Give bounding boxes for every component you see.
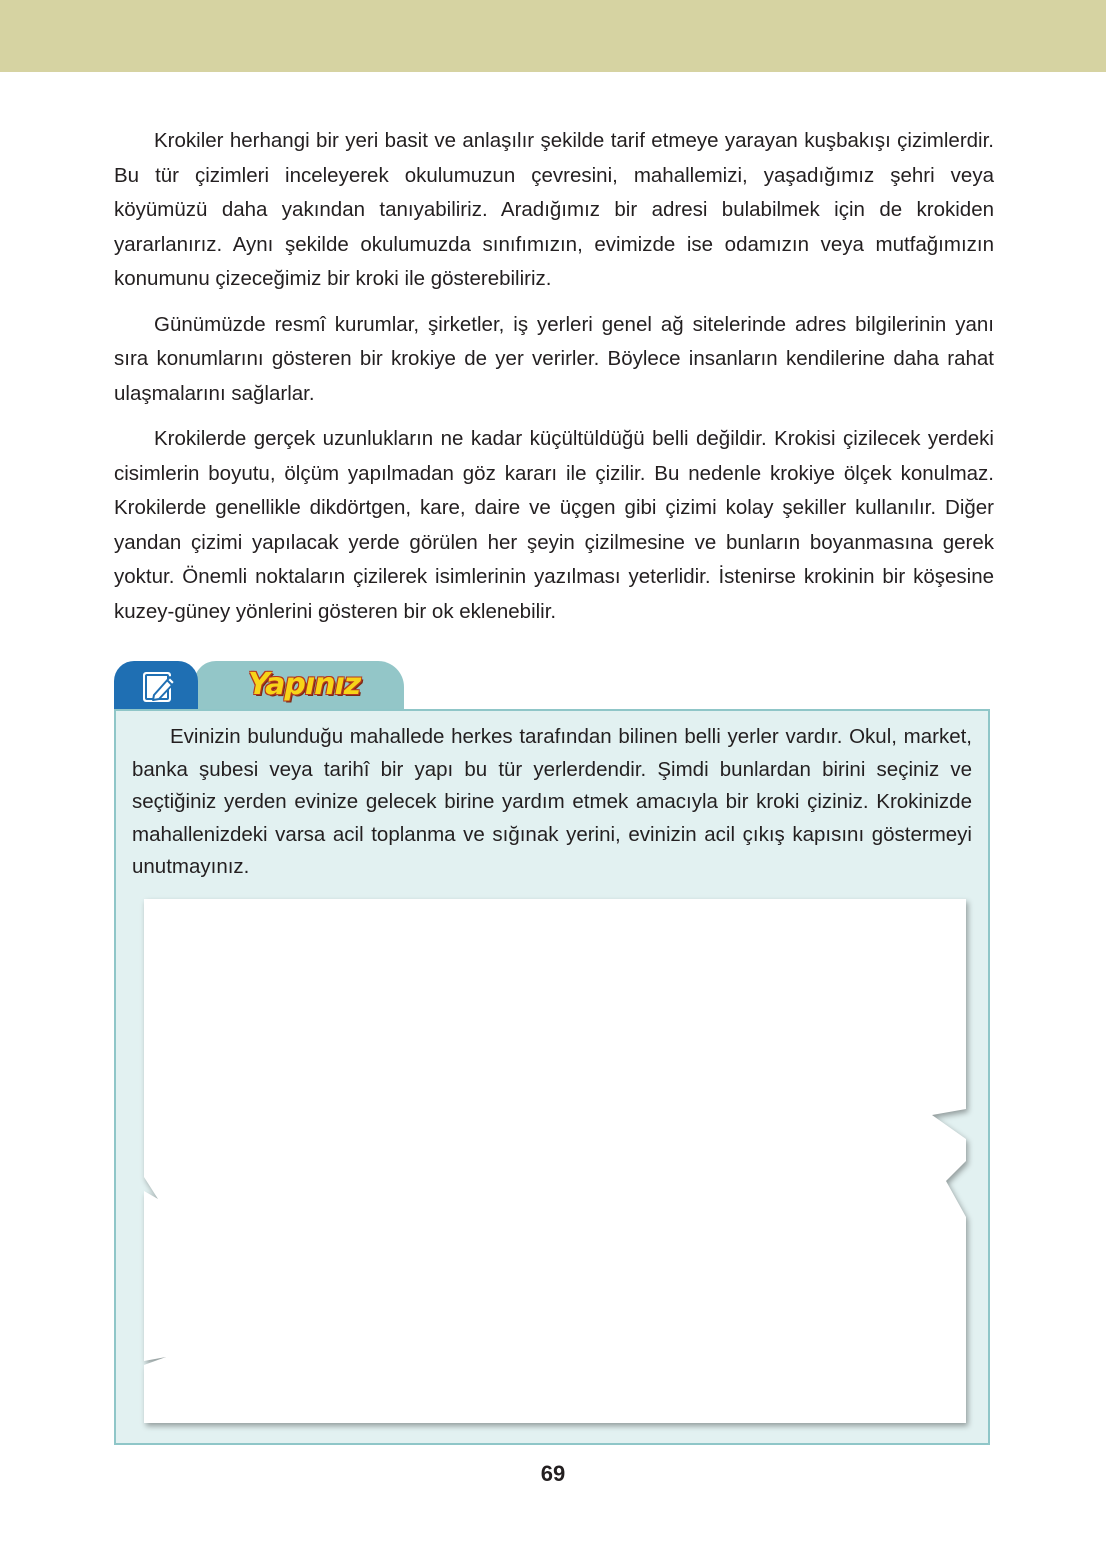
pencil-notebook-icon	[140, 667, 180, 707]
body-text	[114, 124, 994, 640]
activity-icon-tab	[114, 661, 198, 710]
page-number: 69	[540, 1461, 566, 1486]
paragraph-2: Günümüzde resmî kurumlar, şirketler, iş yerleri genel ağ sitelerinde adres bilgilerinin yanı sıra konumlarını gösteren bir krokiye de yer verirler. Böylece insanların kendilerine daha rahat ulaşmalarını sağlarlar.	[114, 312, 994, 405]
drawing-area[interactable]	[144, 899, 966, 1423]
activity-header	[114, 661, 414, 710]
paragraph-3: Krokilerde gerçek uzunlukların ne kadar küçültüldüğü belli değildir. Krokisi çizilecek yerdeki cisimlerin boyutu, ölçüm yapılmadan göz kararı ile çizilir. Bu nedenle krokiye ölçek konulmaz. Krokilerde genellikle dikdörtgen, kare, daire ve üçgen gibi çizimi kolay şekiller kullanılır. Diğer yandan çizimi yapılacak yerde görülen her şeyin çizilmesine ve bunların boyanmasına gerek yoktur. Önemli noktaların çizilerek isimlerinin yazılması yeterlidir. İstenirse krokinin bir köşesine kuzey-güney yönlerini gösteren bir ok eklenebilir.	[114, 427, 994, 623]
activity-title-tab	[194, 661, 404, 710]
activity-box	[114, 709, 990, 1445]
activity-text: Evinizin bulunduğu mahallede herkes tarafından bilinen belli yerler vardır. Okul, market, banka şubesi veya tarihî bir yapı bu tür yerlerdendir. Şimdi bunlardan birini seçiniz ve seçtiğiniz yerden evinize gelecek birine yardım etmek amacıyla bir kroki çiziniz. Krokinizde mahallenizdeki varsa acil toplanma ve sığınak yerini, evinizin acil çıkış kapısını göstermeyi unutmayınız.	[132, 725, 972, 878]
activity-title: Yapınız	[248, 667, 361, 702]
header-band	[0, 0, 1106, 72]
paragraph-1: Krokiler herhangi bir yeri basit ve anlaşılır şekilde tarif etmeye yarayan kuşbakışı çizimlerdir. Bu tür çizimleri inceleyerek okulumuzun çevresini, mahallemizi, yaşadığımız şehri veya köyümüzü daha yakından tanıyabiliriz. Aradığımız bir adresi bulabilmek için de krokiden yararlanırız. Aynı şekilde okulumuzda sınıfımızın, evimizde ise odamızın veya mutfağımızın konumunu çizeceğimiz bir kroki ile gösterebiliriz.	[114, 129, 994, 290]
